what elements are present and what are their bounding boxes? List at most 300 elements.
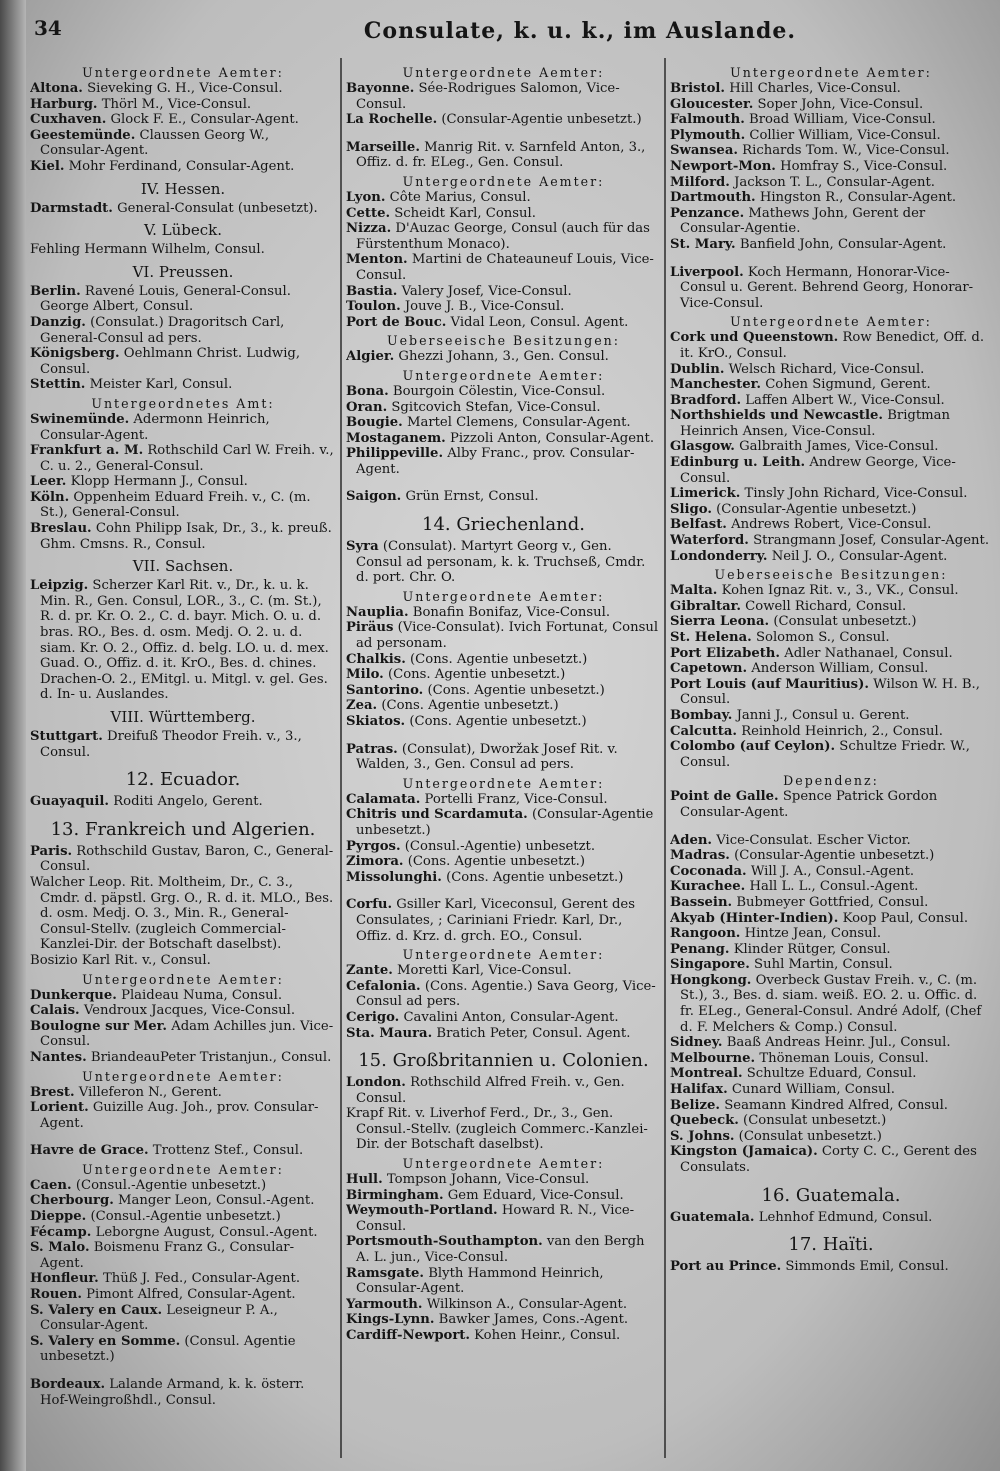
- country-heading: 17. Haïti.: [788, 1234, 874, 1256]
- consulate-entry: [670, 486, 992, 502]
- entry-text: Tompson Johann, Vice-Consul.: [386, 1172, 590, 1188]
- entry-text: Plaideau Numa, Consul.: [121, 987, 283, 1003]
- spacer: [346, 885, 661, 897]
- entry-text: Spence Patrick Gordon Consular-Agent.: [680, 789, 938, 820]
- entry-text: Broad William, Vice-Consul.: [749, 112, 936, 128]
- place-name: Milford.: [670, 174, 730, 190]
- place-name: Port Elizabeth.: [670, 645, 780, 661]
- entry-text: Bosizio Karl Rit. v., Consul.: [30, 952, 211, 968]
- place-name: Lyon.: [346, 189, 386, 205]
- entry-text: Bratich Peter, Consul. Agent.: [436, 1025, 631, 1041]
- place-name: Melbourne.: [670, 1050, 756, 1066]
- entry-text: Collier William, Vice-Consul.: [749, 127, 941, 143]
- place-name: Menton.: [346, 252, 408, 268]
- place-name: Belfast.: [670, 517, 727, 533]
- consulate-entry: [670, 265, 992, 312]
- place-name: Bayonne.: [346, 81, 415, 96]
- entry-text: Claussen Georg W., Consular-Agent.: [40, 127, 270, 159]
- subheading: Untergeordnete Aemter:: [402, 588, 605, 604]
- consulate-entry: [670, 599, 992, 615]
- entry-text: Jackson T. L., Consular-Agent.: [734, 174, 935, 190]
- entry-text: Lehnhof Edmund, Consul.: [758, 1209, 933, 1225]
- subheading: Untergeordnete Aemter:: [402, 65, 605, 80]
- consulate-entry: [30, 1100, 336, 1131]
- entry-text: Richards Tom. W., Vice-Consul.: [742, 143, 950, 159]
- entry-text: Martel Clemens, Consular-Agent.: [406, 415, 631, 431]
- consulate-entry: [346, 1188, 661, 1204]
- place-name: Bradford.: [670, 392, 742, 408]
- subheading: Untergeordnete Aemter:: [730, 65, 932, 80]
- entry-text: Anderson William, Consul.: [751, 661, 929, 677]
- place-name: Darmstadt.: [30, 200, 113, 216]
- place-name: Rouen.: [30, 1287, 82, 1303]
- consulate-entry: [346, 252, 661, 283]
- column-2: [346, 62, 661, 1463]
- state-heading: IV. Hessen.: [140, 179, 226, 198]
- place-name: Liverpool.: [670, 264, 744, 280]
- entry-text: Soper John, Vice-Consul.: [757, 96, 924, 112]
- place-name: Portsmouth-Southampton.: [346, 1234, 543, 1250]
- consulate-entry: [346, 539, 661, 586]
- consulate-entry: [346, 81, 661, 112]
- consulate-entry: [30, 1209, 336, 1225]
- entry-text: Janni J., Consul u. Gerent.: [736, 707, 910, 723]
- place-name: La Rochelle.: [346, 112, 438, 128]
- entry-text: (Consul. Agentie unbesetzt.): [40, 1333, 296, 1365]
- consulate-entry: [670, 614, 992, 630]
- consulate-entry: [30, 1050, 336, 1066]
- place-name: Swansea.: [670, 143, 738, 159]
- column-1: [30, 62, 336, 1463]
- spacer: [346, 477, 661, 489]
- place-name: Philippeville.: [346, 446, 444, 462]
- consulate-entry: [30, 377, 336, 393]
- place-name: Londonderry.: [670, 548, 768, 564]
- place-name: Yarmouth.: [346, 1296, 423, 1312]
- consulate-entry: [30, 81, 336, 97]
- consulate-entry: [670, 143, 992, 159]
- place-name: Algier.: [346, 349, 395, 365]
- consulate-entry: [346, 349, 661, 365]
- place-name: Aden.: [670, 832, 713, 848]
- place-name: Dieppe.: [30, 1209, 87, 1225]
- consulate-entry: [346, 315, 661, 331]
- entry-text: Sgitcovich Stefan, Vice-Consul.: [391, 399, 601, 415]
- country-heading: 13. Frankreich und Algerien.: [50, 818, 316, 840]
- place-name: Waterford.: [670, 533, 749, 549]
- place-name: Dartmouth.: [670, 190, 756, 206]
- entry-text: Laffen Albert W., Vice-Consul.: [745, 392, 945, 408]
- place-name: Syra: [346, 539, 379, 555]
- consulate-entry: [346, 1266, 661, 1297]
- consulate-entry: [346, 284, 661, 300]
- place-name: Ramsgate.: [346, 1265, 425, 1281]
- consulate-entry: [30, 1240, 336, 1271]
- place-name: Newport-Mon.: [670, 158, 776, 174]
- place-name: Plymouth.: [670, 127, 746, 143]
- entry-text: Bawker James, Cons.-Agent.: [438, 1312, 629, 1328]
- consulate-entry: [670, 833, 992, 849]
- entry-text: Cohn Philipp Isak, Dr., 3., k. preuß. Ghm. Cmsns. R., Consul.: [40, 521, 332, 552]
- subheading: Ueberseeische Besitzungen:: [386, 333, 621, 349]
- entry-text: Krapf Rit. v. Liverhof Ferd., Dr., 3., Gen. Consul.-Stellv. (zugleich Commerc.-Kanzlei-Dir. der Botschaft daselbst).: [346, 1106, 648, 1153]
- consulate-entry: [346, 384, 661, 400]
- entry-text: (Cons. Agentie unbesetzt.): [446, 869, 624, 885]
- consulate-entry: [670, 583, 992, 599]
- entry-text: (Consul.-Agentie) unbesetzt.: [404, 838, 596, 854]
- entry-text: Klinder Rütger, Consul.: [733, 941, 891, 957]
- place-name: Penang.: [670, 941, 730, 957]
- place-name: Singapore.: [670, 957, 750, 973]
- consulate-entry: [670, 112, 992, 128]
- entry-text: Pizzoli Anton, Consular-Agent.: [449, 430, 655, 446]
- entry-text: Ghezzi Johann, 3., Gen. Consul.: [398, 349, 609, 365]
- entry-text: General-Consulat (unbesetzt).: [117, 200, 318, 216]
- consulate-entry: [670, 81, 992, 97]
- consulate-entry: [670, 1210, 992, 1226]
- consulate-entry: [670, 190, 992, 206]
- place-name: Bastia.: [346, 283, 398, 299]
- entry-text: Thörl M., Vice-Consul.: [101, 96, 252, 112]
- entry-text: Cavalini Anton, Consular-Agent.: [403, 1009, 619, 1025]
- consulate-entry: [30, 159, 336, 175]
- entry-text: (Consul.-Agentie unbesetzt.): [90, 1209, 281, 1225]
- place-name: Skiatos.: [346, 714, 406, 729]
- consulate-entry: [670, 864, 992, 880]
- place-name: Sierra Leona.: [670, 614, 770, 630]
- consulate-entry: [670, 517, 992, 533]
- place-name: London.: [346, 1075, 406, 1091]
- place-name: Milo.: [346, 667, 384, 683]
- entry-text: Solomon S., Consul.: [755, 630, 890, 645]
- entry-text: (Consulat), Dworžak Josef Rit. v. Walden, 3., Gen. Consul ad pers.: [356, 741, 618, 773]
- spacer: [30, 1131, 336, 1143]
- consulate-entry: [346, 652, 661, 668]
- consulate-entry: [670, 1259, 992, 1275]
- place-name: Marseille.: [346, 139, 420, 155]
- consulate-entry: [670, 175, 992, 191]
- place-name: Madras.: [670, 848, 730, 864]
- entry-text: Thöneman Louis, Consul.: [759, 1050, 929, 1066]
- place-name: Leer.: [30, 474, 67, 490]
- consulate-entry: [346, 854, 661, 870]
- consulate-entry: [30, 1225, 336, 1241]
- place-name: Chitris und Scardamuta.: [346, 807, 528, 823]
- entry-text: Row Benedict, Off. d. it. KrO., Consul.: [680, 330, 985, 361]
- entry-text: van den Bergh A. L. jun., Vice-Consul.: [356, 1234, 645, 1266]
- entry-text: (Cons. Agentie unbesetzt.): [410, 651, 588, 667]
- entry-text: Sée-Rodrigues Salomon, Vice-Consul.: [356, 81, 620, 112]
- consulate-entry: [670, 973, 992, 1035]
- entry-text: Schultze Friedr. W., Consul.: [680, 739, 970, 770]
- entry-text: Bourgoin Cölestin, Vice-Consul.: [392, 383, 606, 399]
- consulate-entry: [670, 1129, 992, 1145]
- consulate-entry: [30, 474, 336, 490]
- place-name: Gibraltar.: [670, 598, 741, 614]
- place-name: Glasgow.: [670, 439, 735, 455]
- place-name: Point de Galle.: [670, 789, 779, 805]
- place-name: Hongkong.: [670, 972, 752, 988]
- entry-text: Koch Hermann, Honorar-Vice-Consul u. Gerent. Behrend Georg, Honorar-Vice-Consul.: [680, 264, 974, 311]
- consulate-entry: [30, 128, 336, 159]
- entry-text: (Consulat unbesetzt.): [743, 1113, 887, 1129]
- consulate-entry: [30, 1143, 336, 1159]
- entry-text: Hingston R., Consular-Agent.: [759, 190, 957, 206]
- entry-text: Kohen Ignaz Rit. v., 3., VK., Consul.: [721, 583, 959, 599]
- entry-text: Gsiller Karl, Viceconsul, Gerent des Consulates, ; Cariniani Friedr. Karl, Dr., Offiz. d. Krz. d. grch. EO., Consul.: [356, 897, 635, 944]
- consulate-entry: [346, 112, 661, 128]
- place-name: Limerick.: [670, 486, 741, 502]
- entry-text: Vidal Leon, Consul. Agent.: [450, 314, 629, 330]
- place-name: Stuttgart.: [30, 729, 103, 744]
- entry-text: (Consulat.) Dragoritsch Carl, General-Consul ad pers.: [40, 314, 285, 346]
- place-name: Quebeck.: [670, 1113, 739, 1129]
- place-name: Altona.: [30, 81, 83, 96]
- entry-text: Fehling Hermann Wilhelm, Consul.: [30, 242, 265, 258]
- place-name: Cherbourg.: [30, 1193, 114, 1209]
- consulate-entry: [670, 377, 992, 393]
- entry-text: Will J. A., Consul.-Agent.: [750, 863, 915, 879]
- consulate-entry: [30, 201, 336, 217]
- entry-text: Reinhold Heinrich, 2., Consul.: [741, 723, 943, 739]
- consulate-entry: [346, 140, 661, 171]
- entry-text: Hintze Jean, Consul.: [744, 926, 882, 942]
- entry-text: Oppenheim Eduard Freih. v., C. (m. St.), General-Consul.: [40, 489, 311, 521]
- entry-text: (Cons. Agentie unbesetzt.): [387, 667, 566, 683]
- entry-text: Andrews Robert, Vice-Consul.: [731, 517, 932, 533]
- country-heading: 15. Großbritannien u. Colonien.: [358, 1050, 649, 1072]
- place-name: Boulogne sur Mer.: [30, 1018, 167, 1034]
- consulate-entry: [670, 957, 992, 973]
- page-number: 34: [34, 16, 62, 40]
- consulate-entry: [346, 897, 661, 944]
- place-name: Weymouth-Portland.: [346, 1203, 498, 1219]
- place-name: Hull.: [346, 1172, 383, 1188]
- place-name: Zante.: [346, 963, 393, 979]
- consulate-entry: [670, 942, 992, 958]
- place-name: S. Valery en Somme.: [30, 1333, 181, 1349]
- consulate-entry: [670, 1051, 992, 1067]
- place-name: St. Mary.: [670, 236, 736, 252]
- subheading: Untergeordnete Aemter:: [730, 314, 932, 330]
- place-name: Mostaganem.: [346, 430, 446, 446]
- entry-text: Guizille Aug. Joh., prov. Consular-Agent.: [40, 1100, 319, 1131]
- consulate-entry: [30, 953, 336, 969]
- subheading: Untergeordnete Aemter:: [402, 173, 605, 189]
- column-divider: [664, 58, 666, 1458]
- consulate-entry: [30, 1193, 336, 1209]
- entry-text: Wilson W. H. B., Consul.: [680, 676, 980, 708]
- entry-text: Leborgne August, Consul.-Agent.: [95, 1224, 318, 1240]
- place-name: Bona.: [346, 383, 389, 399]
- place-name: Penzance.: [670, 205, 745, 221]
- entry-text: Blyth Hammond Heinrich, Consular-Agent.: [356, 1265, 604, 1297]
- spacer: [346, 128, 661, 140]
- place-name: Leipzig.: [30, 578, 89, 594]
- consulate-entry: [346, 742, 661, 773]
- consulate-entry: [30, 1003, 336, 1019]
- consulate-entry: [670, 393, 992, 409]
- entry-text: Galbraith James, Vice-Consul.: [739, 439, 939, 455]
- place-name: Capetown.: [670, 661, 748, 677]
- subheading: Untergeordnete Aemter:: [402, 947, 605, 963]
- place-name: Calcutta.: [670, 723, 737, 739]
- consulate-entry: [346, 807, 661, 838]
- running-title: Consulate, k. u. k., im Auslande.: [363, 18, 797, 44]
- consulate-entry: [670, 159, 992, 175]
- consulate-entry: [30, 412, 336, 443]
- consulate-entry: [670, 237, 992, 253]
- place-name: Cerigo.: [346, 1009, 400, 1025]
- consulate-entry: [30, 729, 336, 760]
- subheading: Untergeordnete Aemter:: [402, 1156, 605, 1172]
- entry-text: Roditi Angelo, Gerent.: [113, 794, 263, 810]
- consulate-entry: [30, 443, 336, 474]
- place-name: Sta. Maura.: [346, 1025, 433, 1041]
- consulate-entry: [30, 794, 336, 810]
- entry-text: (Consular-Agentie unbesetzt.): [734, 848, 935, 864]
- place-name: Calamata.: [346, 791, 421, 807]
- consulate-entry: [30, 1287, 336, 1303]
- consulate-entry: [670, 439, 992, 455]
- place-name: Fécamp.: [30, 1224, 92, 1240]
- place-name: Santorino.: [346, 682, 424, 698]
- place-name: Frankfurt a. M.: [30, 443, 144, 459]
- place-name: Bristol.: [670, 81, 726, 96]
- place-name: Bassein.: [670, 894, 733, 910]
- consulate-entry: [30, 578, 336, 703]
- consulate-entry: [670, 362, 992, 378]
- consulate-entry: [670, 1082, 992, 1098]
- consulate-entry: [346, 1026, 661, 1042]
- subheading: Ueberseeische Besitzungen:: [714, 567, 948, 583]
- consulate-entry: [670, 549, 992, 565]
- entry-text: Suhl Martin, Consul.: [754, 957, 893, 973]
- entry-text: Rothschild Gustav, Baron, C., General-Consul.: [40, 843, 334, 875]
- consulate-entry: [30, 346, 336, 377]
- place-name: Sidney.: [670, 1035, 723, 1051]
- place-name: Harburg.: [30, 96, 98, 112]
- consulate-entry: [346, 698, 661, 714]
- place-name: Bougie.: [346, 415, 403, 431]
- consulate-entry: [30, 1085, 336, 1101]
- consulate-entry: [30, 97, 336, 113]
- entry-text: (Consular-Agentie unbesetzt.): [441, 112, 642, 128]
- place-name: Brest.: [30, 1084, 75, 1100]
- entry-text: Cowell Richard, Consul.: [745, 598, 907, 614]
- entry-text: Adam Achilles jun. Vice-Consul.: [40, 1018, 334, 1050]
- consulate-entry: [346, 683, 661, 699]
- place-name: Cefalonia.: [346, 978, 421, 994]
- consulate-entry: [346, 400, 661, 416]
- entry-text: (Cons. Agentie unbesetzt.): [427, 682, 605, 698]
- place-name: Piräus: [346, 620, 394, 636]
- place-name: S. Malo.: [30, 1240, 90, 1256]
- subheading: Untergeordnete Aemter:: [402, 367, 605, 383]
- entry-text: (Consulat unbesetzt.): [738, 1128, 882, 1144]
- place-name: Halifax.: [670, 1082, 728, 1098]
- entry-text: Banfield John, Consular-Agent.: [739, 236, 947, 252]
- consulate-entry: [670, 128, 992, 144]
- place-name: Malta.: [670, 583, 718, 599]
- entry-text: Hill Charles, Vice-Consul.: [729, 81, 901, 96]
- place-name: Pyrgos.: [346, 838, 401, 854]
- place-name: Guayaquil.: [30, 794, 110, 810]
- entry-text: Valery Josef, Vice-Consul.: [401, 283, 572, 299]
- column-3: [670, 62, 992, 1463]
- column-divider: [340, 58, 342, 1458]
- place-name: Port au Prince.: [670, 1259, 782, 1275]
- place-name: Montreal.: [670, 1066, 743, 1082]
- place-name: Falmouth.: [670, 112, 745, 128]
- consulate-entry: [30, 284, 336, 315]
- consulate-entry: [346, 839, 661, 855]
- entry-text: (Consulat unbesetzt.): [773, 614, 917, 630]
- consulate-entry: [346, 446, 661, 477]
- place-name: Dublin.: [670, 361, 725, 377]
- consulate-entry: [670, 502, 992, 518]
- consulate-entry: [346, 431, 661, 447]
- entry-text: Trottenz Stef., Consul.: [152, 1143, 304, 1159]
- entry-text: Portelli Franz, Vice-Consul.: [424, 791, 608, 807]
- place-name: S. Valery en Caux.: [30, 1302, 163, 1318]
- place-name: Coconada.: [670, 863, 747, 879]
- state-heading: VI. Preussen.: [132, 262, 234, 281]
- place-name: Zea.: [346, 698, 378, 714]
- entry-text: Grün Ernst, Consul.: [405, 489, 539, 505]
- consulate-entry: [670, 926, 992, 942]
- place-name: Cork und Queenstown.: [670, 330, 839, 346]
- consulate-entry: [670, 1113, 992, 1129]
- entry-text: Alby Franc., prov. Consular-Agent.: [356, 446, 635, 477]
- place-name: Königsberg.: [30, 346, 120, 362]
- consulate-entry: [30, 112, 336, 128]
- entry-text: Cohen Sigmund, Gerent.: [765, 377, 931, 393]
- consulate-entry: [670, 708, 992, 724]
- spacer: [670, 821, 992, 833]
- spacer: [30, 1365, 336, 1377]
- place-name: S. Johns.: [670, 1128, 735, 1144]
- place-name: Bombay.: [670, 707, 733, 723]
- place-name: Bordeaux.: [30, 1377, 106, 1392]
- subheading: Untergeordnete Aemter:: [82, 1161, 284, 1177]
- place-name: Stettin.: [30, 377, 86, 393]
- place-name: Kingston (Jamaica).: [670, 1144, 818, 1160]
- entry-text: (Cons. Agentie unbesetzt.): [381, 698, 559, 714]
- entry-text: Pimont Alfred, Consular-Agent.: [86, 1287, 296, 1303]
- consulate-entry: [670, 789, 992, 820]
- entry-text: Kohen Heinr., Consul.: [474, 1328, 621, 1343]
- entry-text: Villeferon N., Gerent.: [78, 1084, 222, 1100]
- entry-text: Dreifuß Theodor Freih. v., 3., Consul.: [40, 729, 302, 760]
- place-name: Geestemünde.: [30, 127, 136, 143]
- place-name: Gloucester.: [670, 96, 754, 112]
- consulate-entry: [670, 848, 992, 864]
- place-name: Rangoon.: [670, 926, 741, 942]
- entry-text: Scheidt Karl, Consul.: [394, 205, 536, 221]
- consulate-entry: [670, 724, 992, 740]
- entry-text: Gem Eduard, Vice-Consul.: [447, 1187, 624, 1203]
- consulate-entry: [346, 190, 661, 206]
- consulate-entry: [670, 911, 992, 927]
- place-name: Lorient.: [30, 1100, 89, 1116]
- subheading: Untergeordnetes Amt:: [91, 395, 275, 411]
- entry-text: (Consulat). Martyrt Georg v., Gen. Consul ad personam, k. k. Truchseß, Cmdr. d. port. Chr. O.: [356, 539, 646, 586]
- spacer: [670, 253, 992, 265]
- entry-text: Rothschild Alfred Freih. v., Gen. Consul.: [356, 1075, 625, 1106]
- entry-text: Vendroux Jacques, Vice-Consul.: [83, 1003, 296, 1019]
- place-name: Breslau.: [30, 521, 92, 537]
